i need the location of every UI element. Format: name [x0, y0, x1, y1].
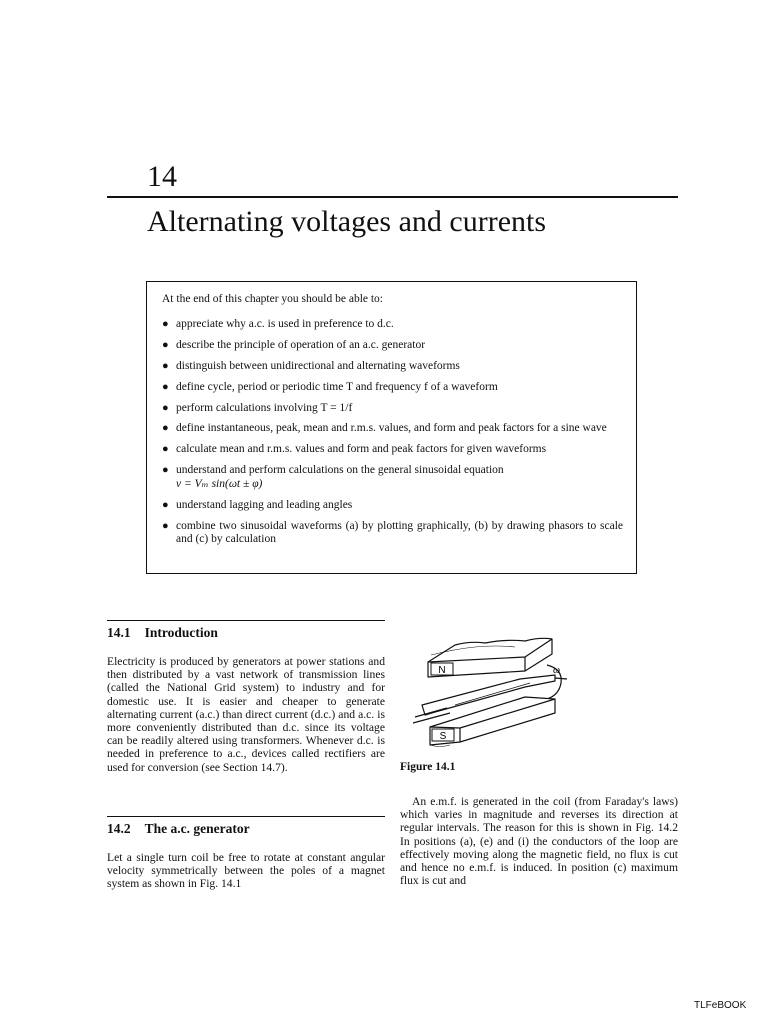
objective-item: ● define instantaneous, peak, mean and r.m.s. values, and form and peak factors for a sine wave — [162, 422, 607, 435]
section-number: 14.2 — [107, 821, 131, 836]
generator-figure — [395, 617, 580, 757]
objective-item: ● describe the principle of operation of an a.c. generator — [162, 338, 426, 351]
objectives-list — [162, 318, 623, 547]
bullet-icon: ● — [162, 443, 169, 456]
omega-label: ω — [553, 665, 561, 676]
objectives-intro: At the end of this chapter you should be able to: — [162, 293, 384, 305]
chapter-number: 14 — [147, 160, 177, 193]
bullet-icon: ● — [162, 422, 169, 435]
figure-caption: Figure 14.1 — [400, 761, 456, 773]
bullet-icon: ● — [162, 401, 169, 414]
pole-n-label: N — [438, 665, 446, 676]
objective-item: ● combine two sinusoidal waveforms (a) by plotting graphically, (b) by drawing phasors to scale and (c) by calculation — [162, 519, 623, 546]
bullet-icon: ● — [162, 380, 169, 393]
section-number: 14.1 — [107, 625, 131, 640]
objective-item: ● define cycle, period or periodic time T and frequency f of a waveform — [162, 380, 498, 393]
bullet-icon: ● — [162, 498, 169, 511]
bullet-icon: ● — [162, 318, 169, 330]
bullet-icon: ● — [162, 464, 169, 477]
bullet-icon: ● — [162, 519, 169, 532]
objective-item: ● appreciate why a.c. is used in preference to d.c. — [162, 318, 394, 330]
section-paragraph: Let a single turn coil be free to rotate at constant angular velocity symmetrically between the poles of a magnet system as shown in Fig. 14.1 — [107, 851, 385, 891]
footer-label: TLFeBOOK — [694, 1000, 747, 1011]
section-title: Introduction — [144, 625, 218, 640]
section-heading-introduction — [107, 625, 218, 641]
bullet-icon: ● — [162, 338, 169, 351]
objectives-box — [146, 281, 637, 574]
objective-item: ● understand and perform calculations on the general sinusoidal equation v = Vₘ sin(ωt ± φ) — [162, 464, 504, 490]
objective-item: ● calculate mean and r.m.s. values and form and peak factors for given waveforms — [162, 443, 547, 456]
objective-item: ● distinguish between unidirectional and alternating waveforms — [162, 359, 460, 372]
section-rule — [107, 816, 385, 817]
chapter-title: Alternating voltages and currents — [147, 205, 547, 238]
right-column-paragraph: An e.m.f. is generated in the coil (from Faraday's laws) which varies in magnitude and reverses its direction at regular intervals. The reason for this is shown in Fig. 14.2 In positions (a), (e) and (i) the conductors of the loop are effectively moving along the magnetic field, no flux is cut and hence no e.m.f. is induced. In position (c) maximum flux is cut and — [400, 795, 678, 888]
section-heading-ac-generator — [107, 821, 250, 837]
section-paragraph: Electricity is produced by generators at power stations and then distributed by a vast network of transmission lines (called the National Grid system) to industry and for domestic use. It is easier and cheaper to generate alternating current (a.c.) than direct current (d.c.) and a.c. is more conveniently distributed than d.c. since its voltage can be readily altered using transformers. Whenever d.c. is needed in preference to a.c., devices called rectifiers are used for conversion (see Section 14.7). — [107, 655, 385, 774]
section-title: The a.c. generator — [144, 821, 250, 836]
sinusoidal-equation: v = Vₘ sin(ωt ± φ) — [176, 477, 263, 490]
objective-item: ● perform calculations involving T = 1/f — [162, 401, 353, 414]
pole-s-label: S — [439, 731, 447, 742]
section-rule — [107, 620, 385, 621]
title-rule — [107, 196, 678, 198]
bullet-icon: ● — [162, 359, 169, 372]
objective-item: ● understand lagging and leading angles — [162, 498, 353, 511]
